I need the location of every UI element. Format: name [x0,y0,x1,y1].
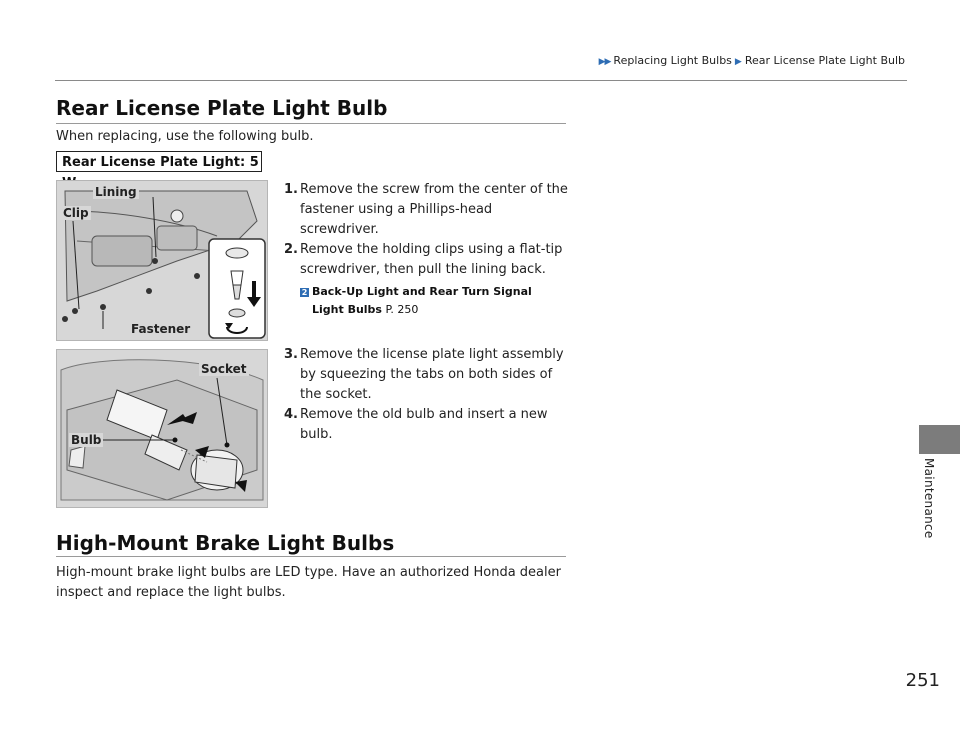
label-socket: Socket [201,362,247,376]
breadcrumb-arrow-icon: ▶ [734,57,742,67]
lining-diagram [57,181,267,340]
section-title-high-mount-brake: High-Mount Brake Light Bulbs [56,531,395,555]
label-clip: Clip [63,206,89,220]
page-number: 251 [905,670,940,691]
bulb-spec-box: Rear License Plate Light: 5 [56,151,262,172]
label-fastener: Fastener [131,322,191,336]
step-2: 2. Remove the holding clips using a flat-tip screwdriver, then pull the lining back. [284,242,563,277]
lining-removal-illustration [56,180,268,341]
label-bulb: Bulb [71,433,102,447]
breadcrumb-item-current: Rear License Plate Light Bulb [744,54,905,67]
section-divider [56,123,566,124]
label-lining: Lining [95,185,137,199]
steps-group-1 [284,180,574,319]
socket-removal-illustration [56,349,268,508]
chapter-tab[interactable] [919,425,960,454]
cross-reference-icon: 2 [301,288,308,297]
section-title-license-plate: Rear License Plate Light Bulb [56,96,388,120]
step-3: 3. Remove the license plate light assembly by squeezing the tabs on both sides of the socket. [284,347,564,402]
chapter-tab-label: Maintenance [922,458,936,539]
step-1: 1. Remove the screw from the center of the fastener using a Phillips-head screwdriver. [284,182,568,237]
cross-reference-link[interactable]: 2 Back-Up Light and Rear Turn Signal Light Bulbs P. 250 [301,285,532,316]
breadcrumb [585,54,905,67]
intro-text: When replacing, use the following bulb. [56,129,314,144]
steps-group-2 [284,345,574,445]
step-4: 4. Remove the old bulb and insert a new bulb. [284,407,548,442]
header-divider [55,80,907,81]
section-divider [56,556,566,557]
breadcrumb-item-replacing-light-bulbs[interactable]: Replacing Light Bulbs [613,54,732,67]
high-mount-brake-text: High-mount brake light bulbs are LED type. Have an authorized Honda dealer inspect and replace the light bulbs. [56,565,561,600]
breadcrumb-arrow-icon: ▶▶ [598,57,611,67]
